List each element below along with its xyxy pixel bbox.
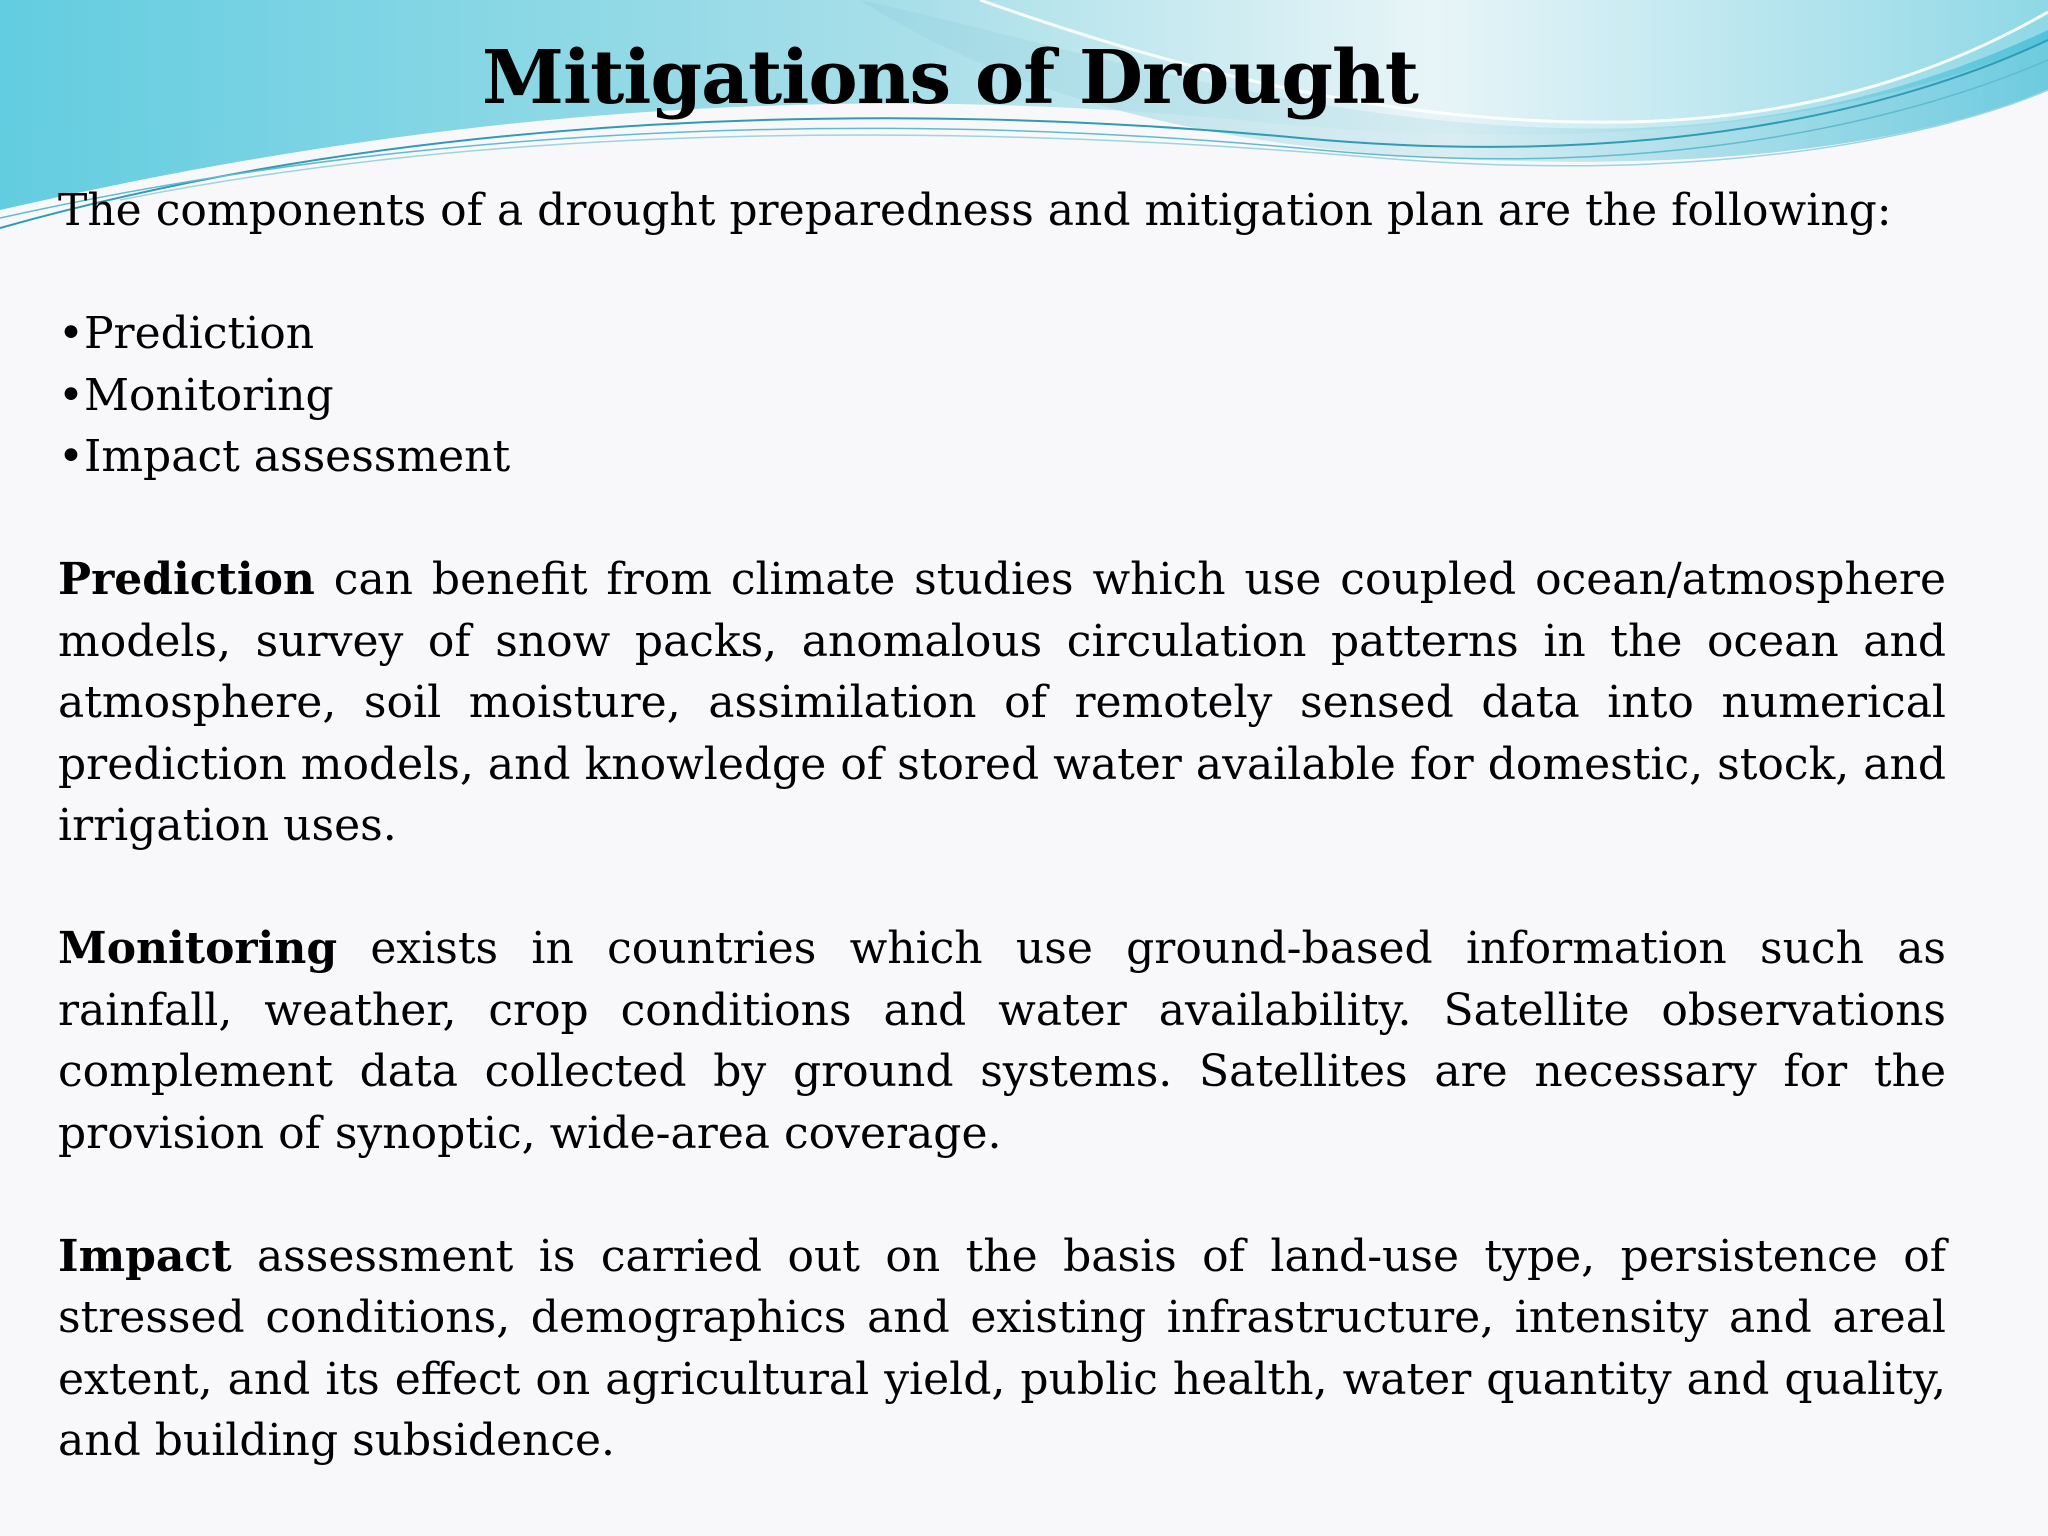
slide-body — [58, 180, 1946, 1533]
paragraph-text: can benefit from climate studies which use coupled ocean/atmosphere models, survey of snow packs, anomalous circulation patterns in the ocean and atmosphere, soil moisture, assimilation of remotely sensed data into numerical prediction models, and knowledge of stored water available for domestic, stock, and irrigation uses. — [58, 554, 1946, 851]
bullet-text: Impact assessment — [83, 431, 511, 482]
bullet-item — [58, 365, 1946, 427]
paragraph-heading: Monitoring — [58, 923, 338, 974]
paragraph-prediction — [58, 549, 1946, 857]
bullet-list — [58, 303, 1946, 488]
bullet-marker: • — [58, 308, 84, 359]
bullet-marker: • — [58, 369, 84, 421]
bullet-text: Monitoring — [83, 369, 334, 421]
bullet-item — [58, 303, 1946, 365]
paragraph-text: exists in countries which use ground-based information such as rainfall, weather, crop conditions and water availability. Satellite observations complement data collected by ground systems. Satellites are necessary for the provision of synoptic, wide-area coverage. — [58, 923, 1946, 1159]
bullet-item — [58, 426, 1946, 488]
paragraph-monitoring — [58, 918, 1946, 1164]
paragraph-impact — [58, 1226, 1946, 1472]
intro-text: The components of a drought preparedness and mitigation plan are the following: — [58, 185, 1892, 236]
bullet-marker: • — [58, 431, 84, 482]
paragraph-heading: Impact — [58, 1230, 232, 1282]
paragraph-heading: Prediction — [58, 554, 315, 605]
bullet-text: Prediction — [83, 308, 315, 359]
paragraph-text: assessment is carried out on the basis of land-use type, persistence of stressed conditions, demographics and existing infrastructure, intensity and areal extent, and its effect on agricultural yield, public health, water quantity and quality, and building subsidence. — [58, 1230, 1946, 1466]
slide-title: Mitigations of Drought — [482, 35, 1418, 121]
